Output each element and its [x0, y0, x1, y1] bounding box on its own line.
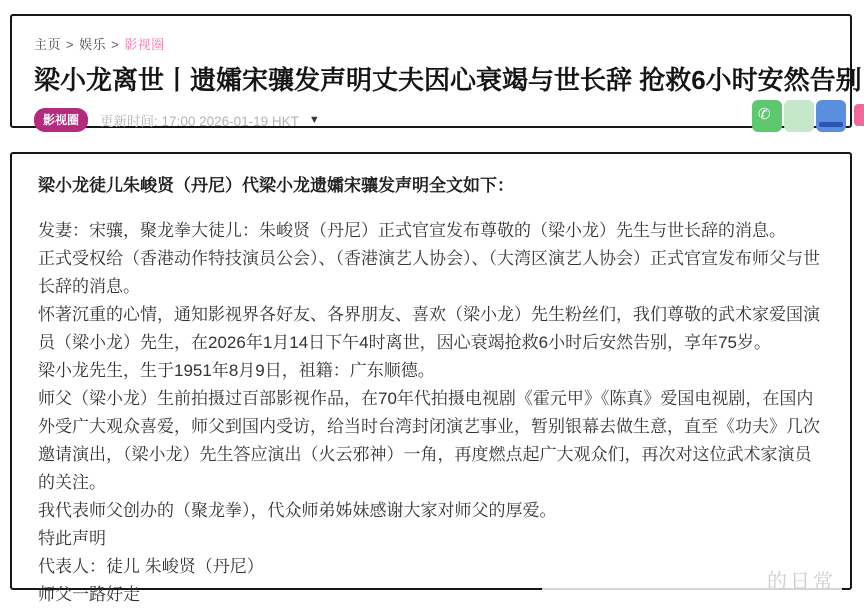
breadcrumb-current-link[interactable]: 影视圈 — [124, 37, 165, 52]
page-title: 梁小龙离世丨遗孀宋骧发声明丈夫因心衰竭与世长辞 抢救6小时安然告别 — [34, 65, 862, 95]
statement-paragraph: 我代表师父创办的（聚龙拳），代众师弟姊妹感谢大家对师父的厚爱。 — [38, 501, 557, 520]
statement-intro: 梁小龙徒儿朱峻贤（丹尼）代梁小龙遗孀宋骧发声明全文如下： — [38, 176, 514, 195]
share-icon[interactable] — [784, 100, 814, 132]
breadcrumb — [34, 34, 828, 53]
statement-paragraph: 师父（梁小龙）生前拍摄过百部影视作品，在70年代拍摄电视剧《霍元甲》《陈真》爱国电视剧，在国内外受广大观众喜爱，师父到国内受访，给当时台湾封闭演艺事业，暂别银幕去做生意，直至《功夫》几次邀请演出，（梁小龙）先生答应演出（火云邪神）一角，再度燃点起广大观众们，再次对这位武术家演员的关注。 — [38, 389, 820, 492]
breadcrumb-separator: > — [66, 37, 75, 52]
statement-paragraph: 特此声明 — [38, 529, 106, 548]
breadcrumb-section-link[interactable]: 娱乐 — [79, 37, 107, 52]
watermark: 的日常 — [542, 562, 842, 596]
statement-paragraph: 师父一路好走 — [38, 585, 140, 604]
chevron-down-icon[interactable]: ▼ — [308, 114, 320, 126]
category-badge[interactable]: 影视圈 — [34, 108, 88, 132]
statement-body — [38, 217, 824, 609]
pink-sliver-icon — [854, 104, 864, 126]
statement-paragraph: 发妻：宋骧，聚龙拳大徒儿：朱峻贤（丹尼）正式官宣发布尊敬的（梁小龙）先生与世长辞的消息。 — [38, 221, 786, 240]
breadcrumb-home-link[interactable]: 主页 — [34, 37, 62, 52]
facebook-icon[interactable] — [816, 100, 846, 132]
breadcrumb-separator: > — [111, 37, 120, 52]
statement-paragraph: 怀著沉重的心情，通知影视界各好友、各界朋友、喜欢（梁小龙）先生粉丝们，我们尊敬的武术家爱国演员（梁小龙）先生，在2026年1月14日下午4时离世，因心衰竭抢救6小时后安然告别，享年75岁。 — [38, 305, 820, 352]
article-meta-row — [34, 108, 828, 132]
share-icon-cluster — [750, 100, 846, 132]
statement-paragraph: 代表人：徒儿 朱峻贤（丹尼） — [38, 557, 264, 576]
statement-card — [10, 152, 852, 604]
statement-paragraph: 正式受权给（香港动作特技演员公会）、（香港演艺人协会）、（大湾区演艺人协会）正式官宣发布师父与世长辞的消息。 — [38, 249, 820, 296]
article-header-card — [10, 14, 862, 129]
update-time: 更新时间: 17:00 2026-01-19 HKT — [100, 114, 299, 129]
statement-paragraph: 梁小龙先生，生于1951年8月9日，祖籍：广东顺德。 — [38, 361, 435, 380]
whatsapp-icon[interactable] — [752, 100, 782, 132]
